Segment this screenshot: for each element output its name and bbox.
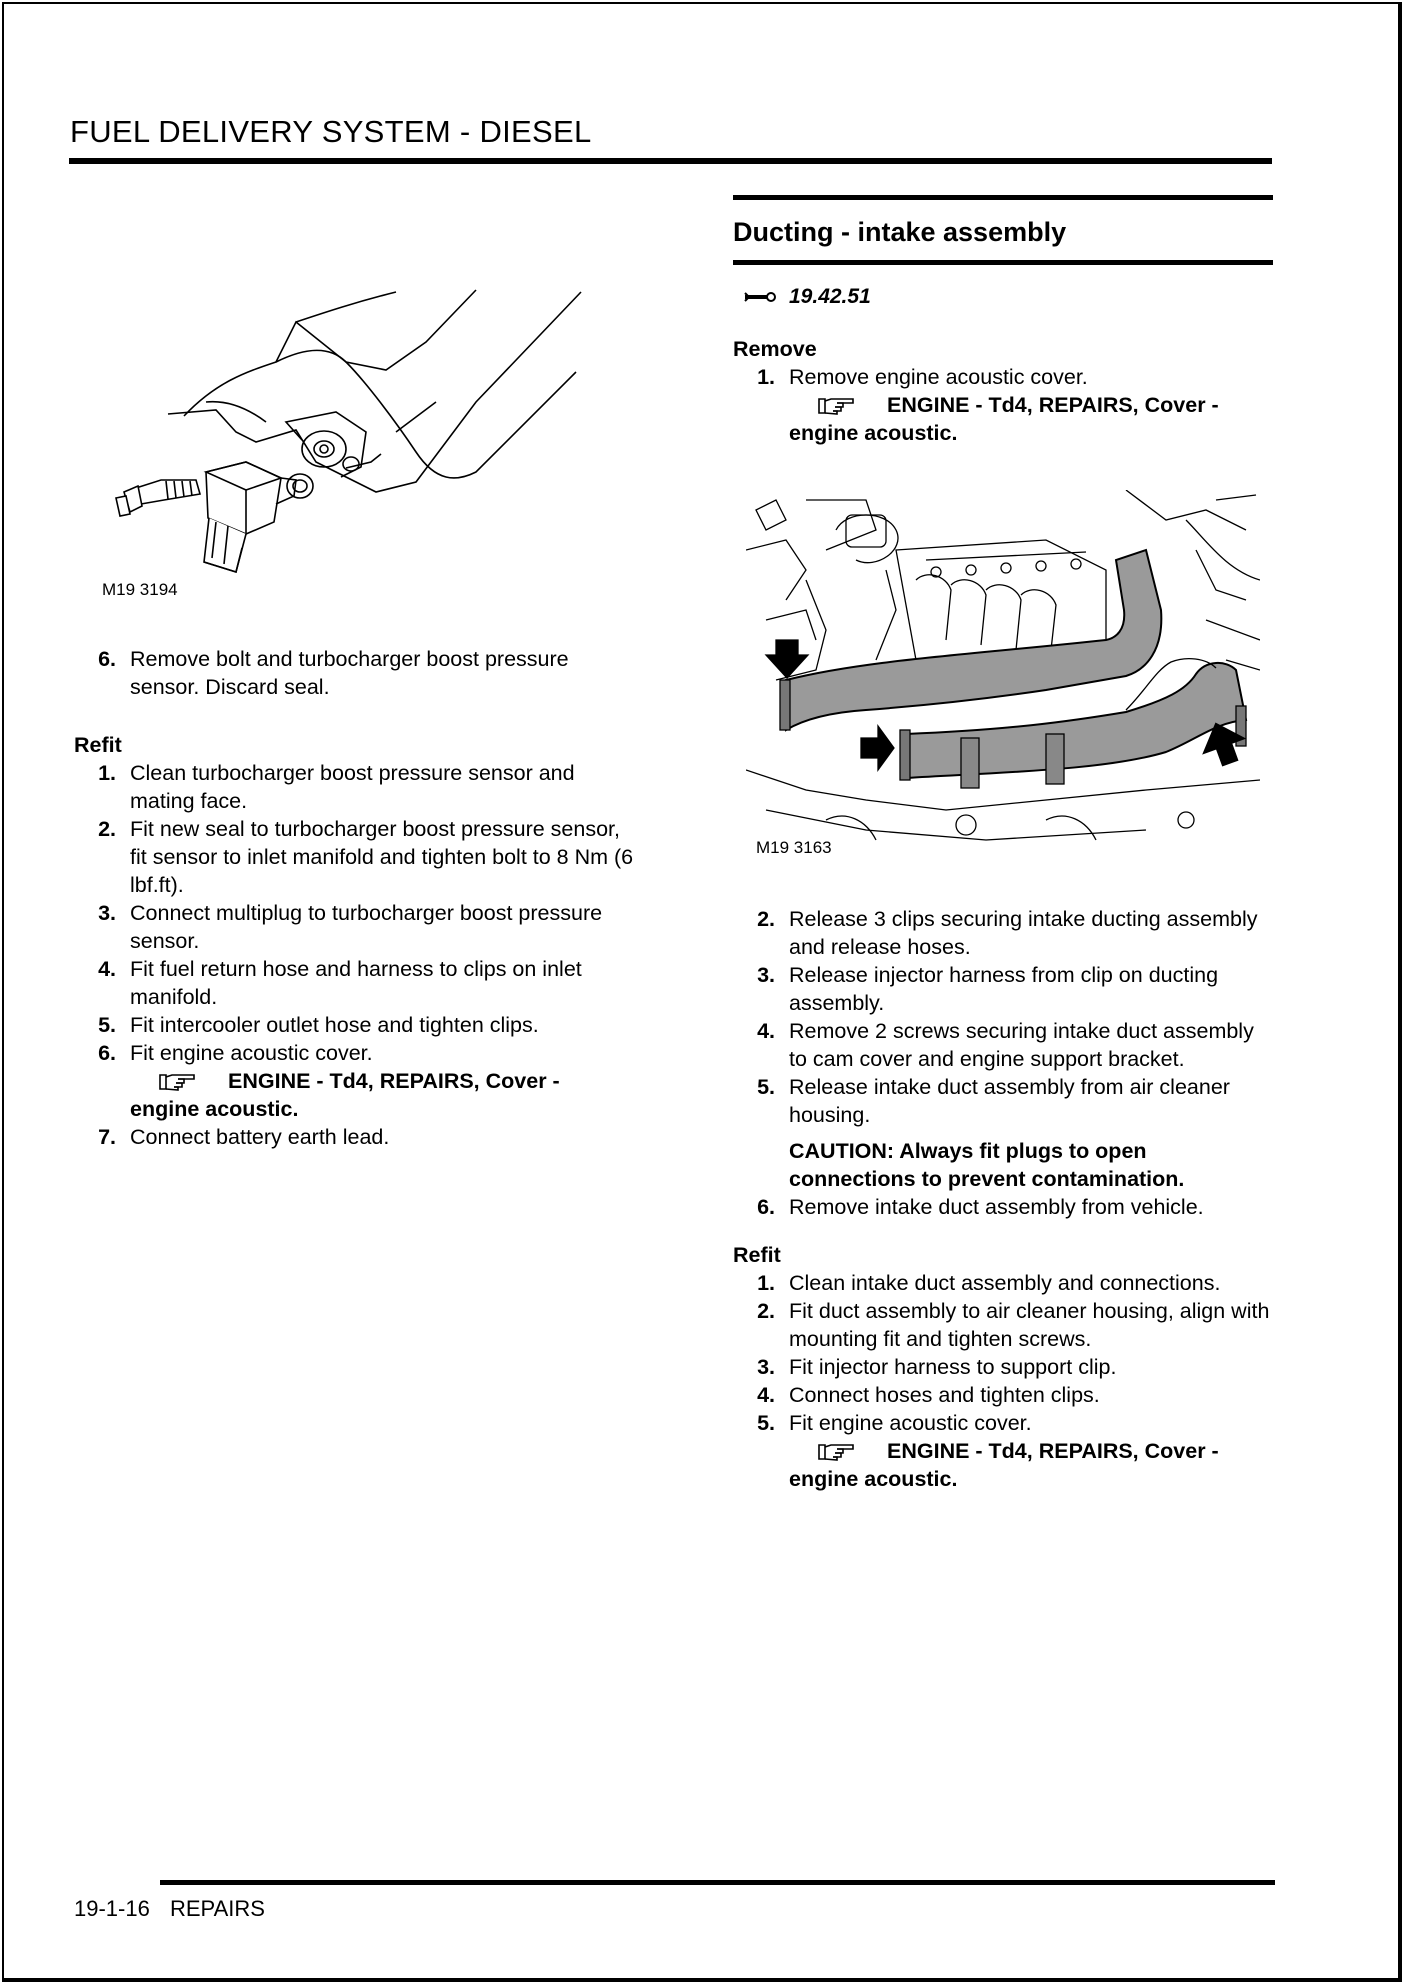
step-number: 3. <box>757 963 775 987</box>
step-number: 6. <box>98 647 116 671</box>
list-item <box>733 1409 1273 1437</box>
step-number: 1. <box>98 761 116 785</box>
refit-step-list <box>733 1269 1273 1437</box>
list-item <box>733 1193 1273 1221</box>
remove-heading: Remove <box>733 337 817 361</box>
list-item <box>74 1039 634 1067</box>
wrench-icon <box>743 287 777 307</box>
caution-note: CAUTION: Always fit plugs to open connections to prevent contamination. <box>789 1139 1185 1191</box>
step-text: Clean intake duct assembly and connections. <box>789 1271 1221 1295</box>
remove-step-list-cont <box>733 905 1273 1129</box>
step-number: 1. <box>757 1271 775 1295</box>
step-text: Fit fuel return hose and harness to clips on inlet manifold. <box>130 957 582 1009</box>
cross-reference-link[interactable] <box>74 1067 634 1123</box>
step-text: Remove 2 screws securing intake duct assembly to cam cover and engine support bracket. <box>789 1019 1254 1071</box>
step-text: Fit engine acoustic cover. <box>789 1411 1032 1435</box>
continued-step-list <box>74 645 634 701</box>
header-rule <box>69 158 1272 164</box>
list-item <box>733 1073 1273 1129</box>
section-bottom-rule <box>733 260 1273 265</box>
list-item <box>733 1017 1273 1073</box>
page-title: FUEL DELIVERY SYSTEM - DIESEL <box>70 114 592 149</box>
cross-reference-text: engine acoustic. <box>130 1097 299 1121</box>
step-text: Connect hoses and tighten clips. <box>789 1383 1100 1407</box>
step-text: Clean turbocharger boost pressure sensor and mating face. <box>130 761 575 813</box>
step-text: Release 3 clips securing intake ducting assembly and release hoses. <box>789 907 1258 959</box>
refit-step-list <box>74 759 634 1067</box>
list-item <box>733 363 1273 391</box>
step-text: Remove bolt and turbocharger boost pressure sensor. Discard seal. <box>130 647 569 699</box>
list-item <box>733 1353 1273 1381</box>
step-number: 2. <box>98 817 116 841</box>
step-number: 3. <box>757 1355 775 1379</box>
pointing-hand-icon <box>817 393 857 417</box>
step-number: 5. <box>757 1075 775 1099</box>
step-number: 4. <box>98 957 116 981</box>
step-text: Fit new seal to turbocharger boost pressure sensor, fit sensor to inlet manifold and tighten bolt to 8 Nm (6 lbf.ft). <box>130 817 634 897</box>
step-number: 7. <box>98 1125 116 1149</box>
cross-reference-text: engine acoustic. <box>789 1467 958 1491</box>
page-number: 19-1-16 <box>74 1896 150 1921</box>
step-number: 3. <box>98 901 116 925</box>
cross-reference-link[interactable] <box>733 391 1273 447</box>
list-item <box>74 759 634 815</box>
section-top-rule <box>733 195 1273 200</box>
section-title: Ducting - intake assembly <box>733 217 1067 247</box>
step-number: 2. <box>757 1299 775 1323</box>
step-text: Fit engine acoustic cover. <box>130 1041 373 1065</box>
footer-section: REPAIRS <box>169 1896 265 1921</box>
step-number: 5. <box>757 1411 775 1435</box>
list-item <box>733 905 1273 961</box>
list-item <box>74 899 634 955</box>
step-text: Remove intake duct assembly from vehicle. <box>789 1195 1204 1219</box>
step-number: 4. <box>757 1019 775 1043</box>
step-text: Release intake duct assembly from air cleaner housing. <box>789 1075 1230 1127</box>
cross-reference-text: ENGINE - Td4, REPAIRS, Cover - <box>887 393 1219 417</box>
cross-reference-text: ENGINE - Td4, REPAIRS, Cover - <box>887 1439 1219 1463</box>
refit-step-list-end <box>74 1123 634 1151</box>
cross-reference-text: engine acoustic. <box>789 421 958 445</box>
step-text: Release injector harness from clip on ducting assembly. <box>789 963 1219 1015</box>
intake-ducting-illustration <box>746 490 1260 860</box>
step-text: Remove engine acoustic cover. <box>789 365 1088 389</box>
step-text: Fit intercooler outlet hose and tighten clips. <box>130 1013 539 1037</box>
step-number: 2. <box>757 907 775 931</box>
refit-heading: Refit <box>733 1243 781 1267</box>
cross-reference-text: ENGINE - Td4, REPAIRS, Cover - <box>228 1069 560 1093</box>
figure-label: M19 3194 <box>102 580 178 599</box>
step-number: 4. <box>757 1383 775 1407</box>
figure-label: M19 3163 <box>756 838 832 857</box>
list-item <box>733 1381 1273 1409</box>
step-text: Connect battery earth lead. <box>130 1125 390 1149</box>
list-item <box>74 815 634 899</box>
page-footer <box>74 1896 279 1922</box>
step-text: Fit duct assembly to air cleaner housing, align with mounting fit and tighten screws. <box>789 1299 1270 1351</box>
list-item <box>733 961 1273 1017</box>
remove-step-list <box>733 363 1273 391</box>
step-number: 6. <box>757 1195 775 1219</box>
list-item <box>74 1011 634 1039</box>
repair-reference <box>733 283 1273 311</box>
step-text: Connect multiplug to turbocharger boost pressure sensor. <box>130 901 603 953</box>
list-item <box>733 1297 1273 1353</box>
pointing-hand-icon <box>817 1439 857 1463</box>
left-column <box>74 645 634 1151</box>
repair-number: 19.42.51 <box>789 285 871 308</box>
boost-sensor-illustration <box>96 282 596 602</box>
list-item <box>74 645 634 701</box>
step-text: Fit injector harness to support clip. <box>789 1355 1117 1379</box>
list-item <box>74 1123 634 1151</box>
step-number: 5. <box>98 1013 116 1037</box>
refit-heading: Refit <box>74 733 122 757</box>
step-number: 6. <box>98 1041 116 1065</box>
footer-rule <box>160 1880 1275 1885</box>
remove-step-list-end <box>733 1193 1273 1221</box>
list-item <box>733 1269 1273 1297</box>
list-item <box>74 955 634 1011</box>
pointing-hand-icon <box>158 1069 198 1093</box>
cross-reference-link[interactable] <box>733 1437 1273 1493</box>
step-number: 1. <box>757 365 775 389</box>
